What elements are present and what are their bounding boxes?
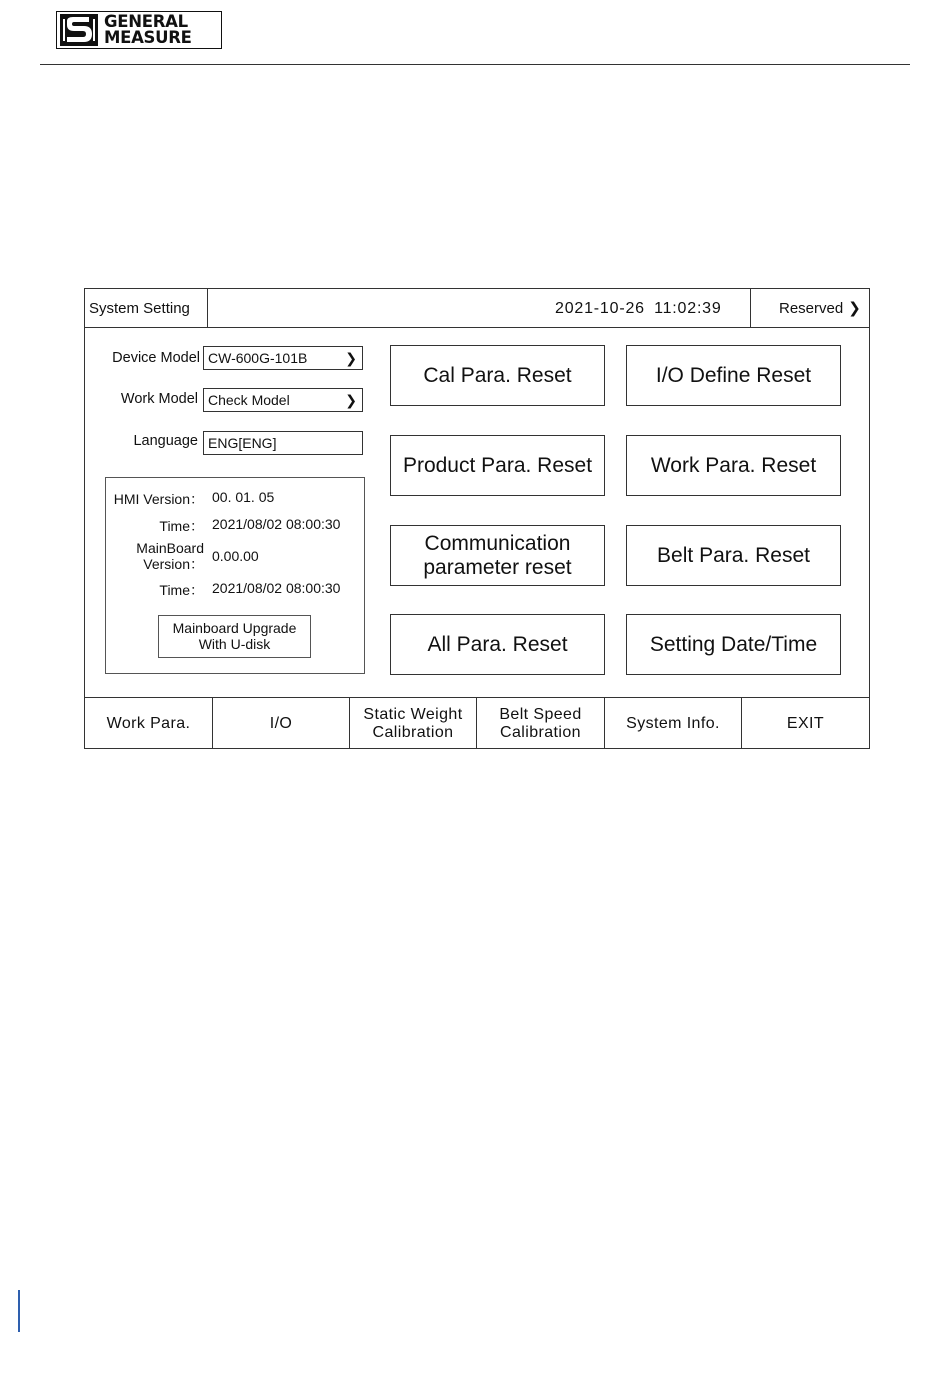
bottom-tab-bar [85, 697, 869, 749]
device-model-select[interactable] [203, 346, 363, 370]
setting-date-time-button[interactable]: Setting Date/Time [626, 614, 841, 675]
device-model-value: CW-600G-101B [208, 350, 308, 366]
screen-title: System Setting [85, 289, 208, 327]
mainboard-label-line-1: MainBoard [136, 540, 204, 556]
comm-line-2: parameter reset [423, 555, 572, 579]
tab-exit[interactable]: EXIT [786, 714, 825, 732]
product-para-reset-button[interactable]: Product Para. Reset [390, 435, 605, 496]
mainboard-time-value: 2021/08/02 08:00:30 [212, 580, 341, 596]
title-bar [85, 289, 869, 328]
tab-work-para[interactable]: Work Para. [85, 698, 213, 749]
upgrade-label-line-1: Mainboard Upgrade [172, 620, 297, 636]
company-logo [56, 11, 222, 49]
static-line-1: Static Weight [363, 705, 463, 723]
reserved-label: Reserved [779, 299, 844, 317]
work-para-reset-button[interactable]: Work Para. Reset [626, 435, 841, 496]
version-info-panel [105, 477, 365, 674]
io-define-reset-button[interactable]: I/O Define Reset [626, 345, 841, 406]
brand-line-2: MEASURE [104, 28, 192, 47]
belt-line-1: Belt Speed [499, 705, 582, 723]
work-model-value: Check Model [208, 392, 290, 408]
tab-system-info[interactable]: System Info. [605, 698, 742, 749]
static-line-2: Calibration [372, 723, 454, 741]
hmi-time-value: 2021/08/02 08:00:30 [212, 516, 341, 532]
chevron-right-icon: ❯ [345, 392, 357, 408]
footer-accent-bar [18, 1290, 20, 1332]
work-model-select[interactable] [203, 388, 363, 412]
general-measure-logo-icon [57, 12, 101, 48]
belt-para-reset-button[interactable]: Belt Para. Reset [626, 525, 841, 586]
communication-parameter-reset-button[interactable] [390, 525, 605, 586]
chevron-right-icon: ❯ [848, 300, 861, 317]
tab-belt-speed-calibration[interactable] [477, 698, 605, 749]
reserved-button[interactable] [750, 289, 870, 327]
hmi-time-label: Time： [159, 518, 204, 534]
mainboard-version-value: 0.00.00 [212, 548, 259, 564]
brand-line-1: GENERAL [104, 12, 188, 31]
tab-static-weight-calibration[interactable] [350, 698, 477, 749]
device-model-label: Device Model [112, 350, 200, 366]
language-value: ENG[ENG] [208, 435, 277, 451]
mainboard-time-label: Time： [159, 582, 204, 598]
hmi-version-value: 00. 01. 05 [212, 489, 275, 505]
hmi-version-label: HMI Version： [113, 491, 204, 507]
language-field[interactable] [203, 431, 363, 455]
work-model-label: Work Model [120, 391, 198, 407]
upgrade-label-line-2: With U-disk [198, 636, 271, 652]
belt-line-2: Calibration [500, 723, 581, 741]
mainboard-upgrade-button[interactable] [158, 615, 311, 658]
current-datetime: 2021-10-26 11:02:39 [555, 300, 722, 317]
chevron-right-icon: ❯ [345, 350, 357, 366]
comm-line-1: Communication [424, 531, 571, 555]
language-label: Language [133, 433, 198, 449]
tab-io[interactable]: I/O [213, 698, 350, 749]
mainboard-version-label [106, 540, 204, 572]
all-para-reset-button[interactable]: All Para. Reset [390, 614, 605, 675]
header-divider [40, 64, 910, 65]
system-setting-screen [84, 288, 870, 749]
mainboard-label-line-2: Version： [143, 556, 204, 572]
cal-para-reset-button[interactable]: Cal Para. Reset [390, 345, 605, 406]
